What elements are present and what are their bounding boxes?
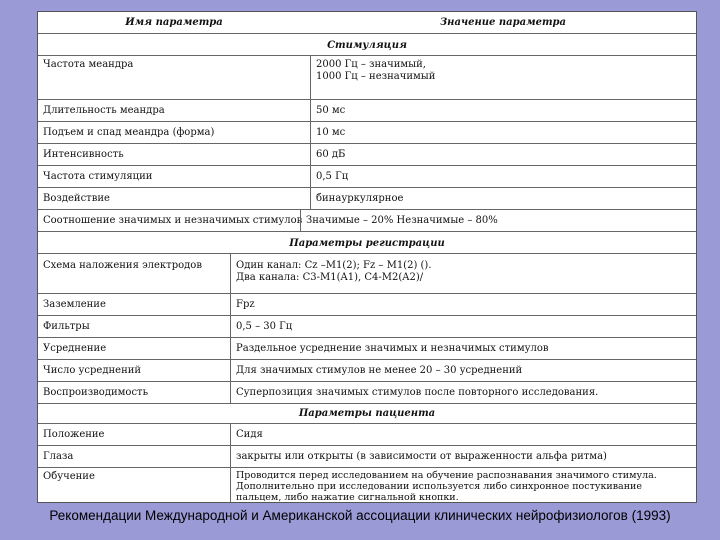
header-name-column: Имя параметра xyxy=(125,17,223,28)
param-value: Проводится перед исследованием на обучение распознавания значимого стимула. Дополнительно при исследовании используется либо синхронное постукивание пальцем, либо нажатие сигнальной кнопки. xyxy=(230,468,696,502)
param-value: Fpz xyxy=(230,294,696,315)
param-value: 10 мс xyxy=(310,122,696,143)
section-title-row xyxy=(38,232,696,254)
param-name: Соотношение значимых и незначимых стимулов xyxy=(43,215,303,226)
table-row xyxy=(38,316,696,338)
param-name: Положение xyxy=(43,429,105,440)
param-value: Для значимых стимулов не менее 20 – 30 усреднений xyxy=(230,360,696,381)
table-row xyxy=(38,122,696,144)
param-name: Частота стимуляции xyxy=(43,171,153,182)
param-value: бинауркулярное xyxy=(310,188,696,209)
param-name: Число усреднений xyxy=(43,365,142,376)
param-value: Сидя xyxy=(230,424,696,445)
header-value-column: Значение параметра xyxy=(439,17,567,28)
param-name: Длительность меандра xyxy=(43,105,165,116)
param-value: Суперпозиция значимых стимулов после повторного исследования. xyxy=(230,382,696,403)
table-row xyxy=(38,294,696,316)
table-row xyxy=(38,468,696,502)
param-name: Фильтры xyxy=(43,321,90,332)
param-value: 0,5 – 30 Гц xyxy=(230,316,696,337)
table-row xyxy=(38,382,696,404)
param-name: Схема наложения электродов xyxy=(43,260,202,271)
table-row xyxy=(38,56,696,100)
source-caption: Рекомендации Международной и Американской ассоциации клинических нейрофизиологов (1993) xyxy=(49,508,671,523)
section-title-row xyxy=(38,404,696,424)
param-value: закрыты или открыты (в зависимости от выраженности альфа ритма) xyxy=(230,446,696,467)
parameters-table xyxy=(37,11,697,503)
param-value: 0,5 Гц xyxy=(310,166,696,187)
table-header-row xyxy=(38,12,696,34)
param-value: Один канал: Cz –M1(2); Fz – M1(2) (). Два канала: C3-M1(A1), C4-M2(A2)/ xyxy=(230,254,696,293)
table-row xyxy=(38,338,696,360)
section-title: Параметры регистрации xyxy=(289,238,445,249)
param-name: Интенсивность xyxy=(43,149,124,160)
section-title-row xyxy=(38,34,696,56)
section-title: Параметры пациента xyxy=(298,408,436,419)
param-name: Глаза xyxy=(43,451,74,462)
table-row xyxy=(38,100,696,122)
param-value: 60 дБ xyxy=(310,144,696,165)
table-row xyxy=(38,424,696,446)
param-name: Заземление xyxy=(43,299,106,310)
param-name: Обучение xyxy=(43,471,95,482)
table-row xyxy=(38,254,696,294)
param-name: Подъем и спад меандра (форма) xyxy=(43,127,215,138)
table-row xyxy=(38,360,696,382)
table-row xyxy=(38,446,696,468)
param-value: 50 мс xyxy=(310,100,696,121)
param-name: Воспроизводимость xyxy=(43,387,149,398)
table-row xyxy=(38,144,696,166)
param-value: Раздельное усреднение значимых и незначимых стимулов xyxy=(230,338,696,359)
param-name: Частота меандра xyxy=(43,59,134,70)
param-value: 2000 Гц – значимый, 1000 Гц – незначимый xyxy=(310,56,696,99)
table-row xyxy=(38,210,696,232)
param-name: Воздействие xyxy=(43,193,110,204)
param-value: Значимые – 20% Незначимые – 80% xyxy=(300,210,696,231)
param-name: Усреднение xyxy=(43,343,107,354)
table-row xyxy=(38,166,696,188)
section-title: Стимуляция xyxy=(327,40,407,51)
table-row xyxy=(38,188,696,210)
